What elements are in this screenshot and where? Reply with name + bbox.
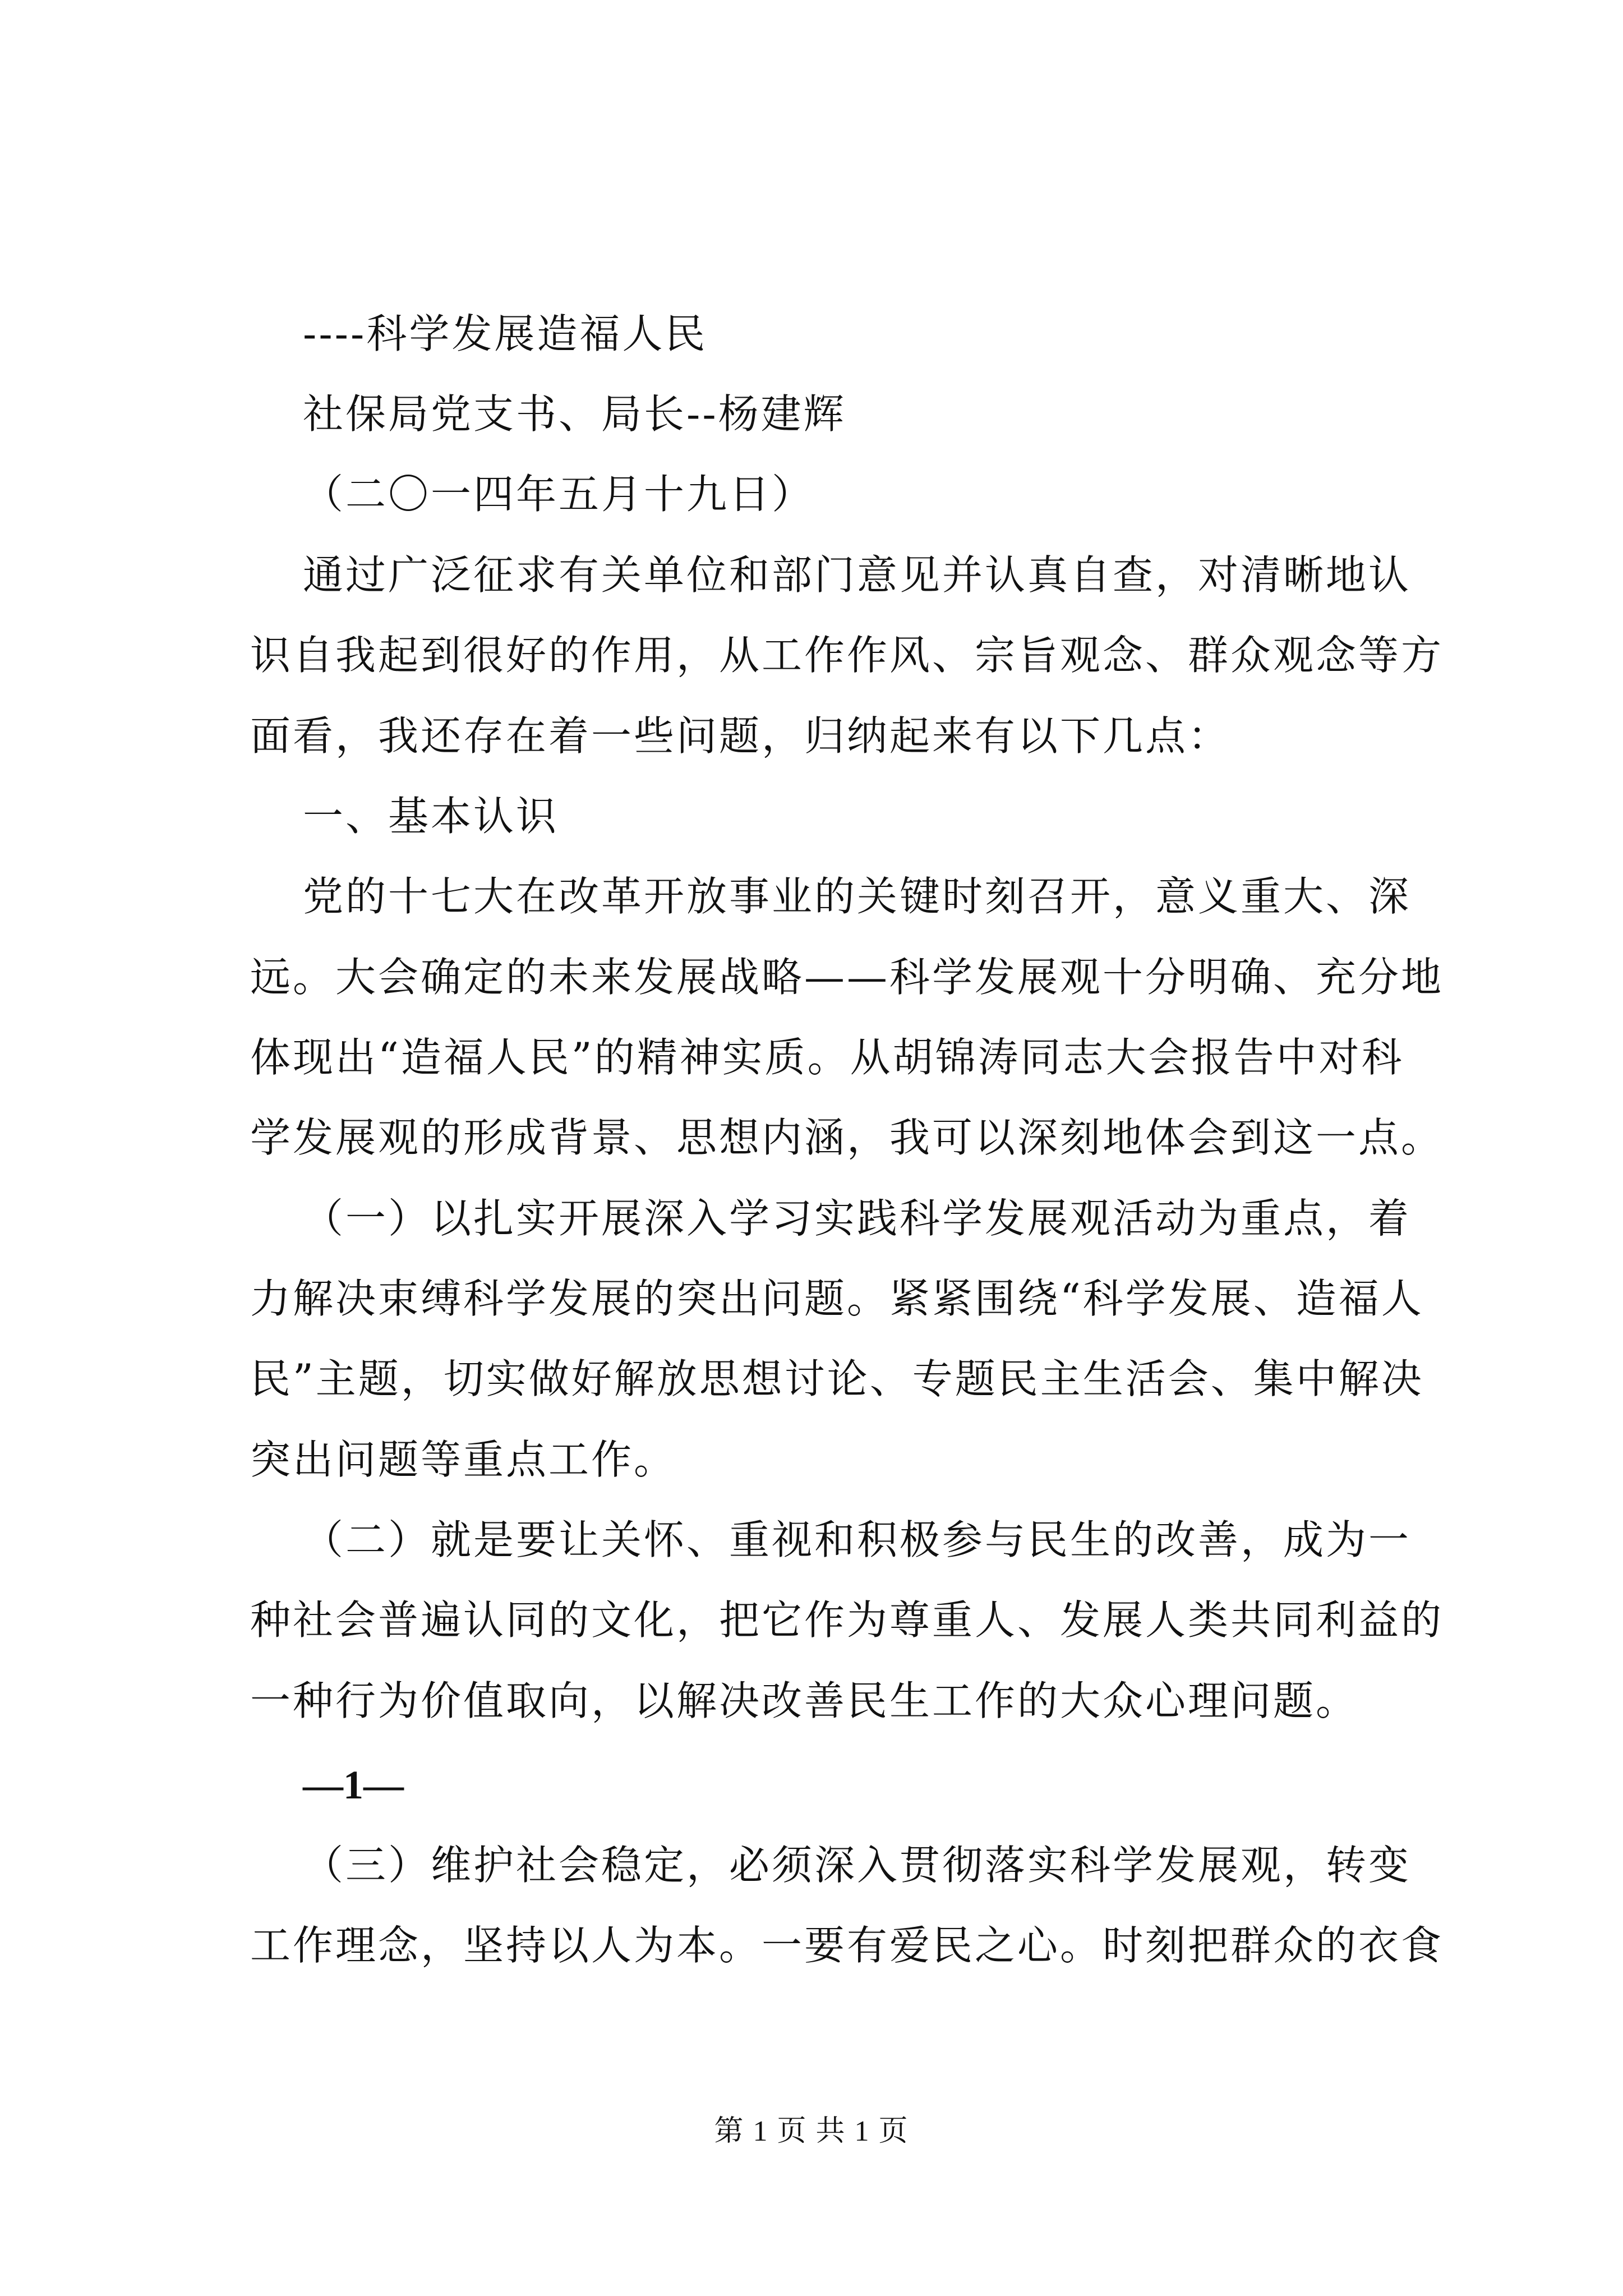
paragraph-line: 学发展观的形成背景、思想内涵，我可以深刻地体会到这一点。 <box>250 1114 1444 1161</box>
paragraph-line: 一种行为价值取向，以解决改善民生工作的大众心理问题。 <box>250 1677 1359 1724</box>
paragraph-line: （一）以扎实开展深入学习实践科学发展观活动为重点，着 <box>303 1195 1412 1242</box>
paragraph-line: 党的十七大在改革开放事业的关键时刻召开，意义重大、深 <box>303 873 1412 920</box>
paragraph-line: 远。大会确定的未来发展战略——科学发展观十分明确、充分地 <box>250 954 1444 1001</box>
paragraph-line: 力解决束缚科学发展的突出问题。紧紧围绕“科学发展、造福人 <box>250 1275 1424 1322</box>
paragraph-line: 工作理念，坚持以人为本。一要有爱民之心。时刻把群众的衣食 <box>250 1922 1444 1969</box>
paragraph-line: （二）就是要让关怀、重视和积极参与民生的改善，成为一 <box>303 1516 1412 1563</box>
paragraph-line: 面看，我还存在着一些问题，归纳起来有以下几点： <box>250 712 1231 760</box>
page-number-marker: —1— <box>303 1763 404 1807</box>
page-footer: 第 1 页 共 1 页 <box>714 2115 909 2147</box>
document-subtitle: ----科学发展造福人民 <box>303 310 708 357</box>
paragraph-line: 通过广泛征求有关单位和部门意见并认真自查，对清晰地认 <box>303 551 1412 599</box>
paragraph-line: 种社会普遍认同的文化，把它作为尊重人、发展人类共同利益的 <box>250 1596 1444 1644</box>
paragraph-line: （三）维护社会稳定，必须深入贯彻落实科学发展观，转变 <box>303 1842 1412 1889</box>
section-heading: 一、基本认识 <box>303 793 559 840</box>
paragraph-line: 民”主题，切实做好解放思想讨论、专题民主生活会、集中解决 <box>250 1355 1424 1402</box>
document-author: 社保局党支书、局长--杨建辉 <box>303 390 846 438</box>
paragraph-line: 识自我起到很好的作用，从工作作风、宗旨观念、群众观念等方 <box>250 632 1444 679</box>
document-date: （二〇一四年五月十九日） <box>303 471 815 518</box>
paragraph-line: 突出问题等重点工作。 <box>250 1436 677 1483</box>
paragraph-line: 体现出“造福人民”的精神实质。从胡锦涛同志大会报告中对科 <box>250 1034 1404 1081</box>
